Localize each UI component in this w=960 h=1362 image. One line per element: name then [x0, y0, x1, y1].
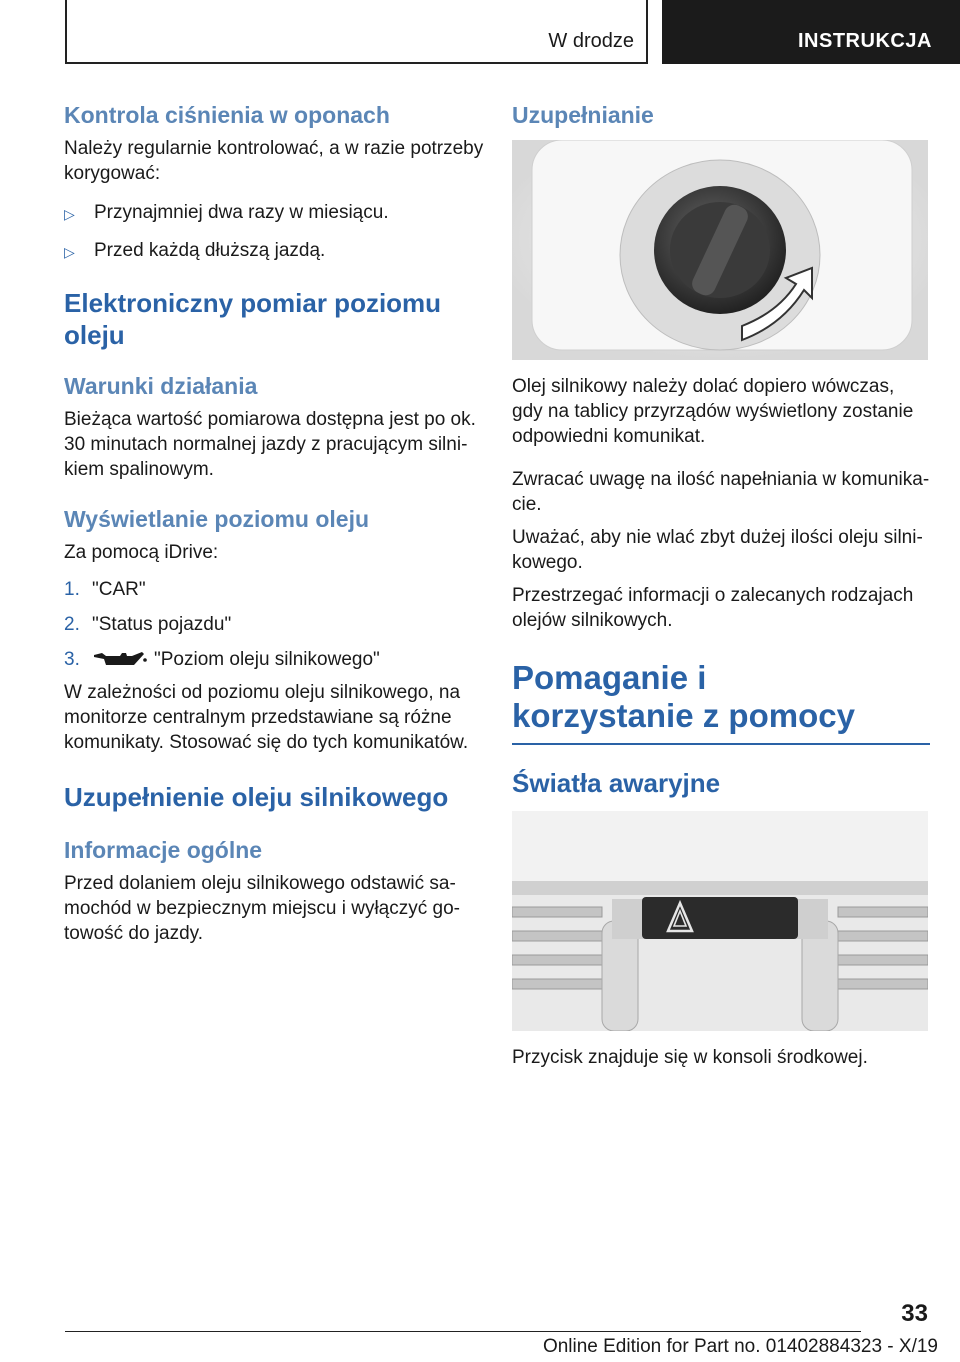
oil-can-icon: [92, 647, 148, 669]
footer-divider: [65, 1331, 861, 1332]
header-section-title: W drodze: [548, 30, 634, 52]
step-text: "Status pojazdu": [92, 614, 232, 635]
tire-pressure-heading: Kontrola ciśnienia w oponach: [64, 102, 390, 128]
hazard-heading: Światła awaryjne: [512, 768, 721, 798]
hazard-button-photo: [512, 811, 928, 1031]
header-chapter-title: INSTRUKCJA: [798, 30, 932, 52]
step-text: "CAR": [92, 579, 146, 600]
conditions-heading: Warunki działania: [64, 373, 258, 399]
display-intro: Za pomocą iDrive:: [64, 542, 219, 563]
list-item: [64, 200, 484, 227]
step-text: "Poziom oleju silnikowego": [154, 649, 380, 670]
header-chapter-tab: [662, 0, 960, 64]
list-item: [64, 577, 484, 602]
topup-heading: Uzupełnianie: [512, 102, 654, 128]
page-number: 33: [901, 1300, 928, 1327]
step-number: 3.: [64, 649, 80, 670]
list-item: [64, 238, 484, 265]
general-info-text: Przed dolaniem oleju silnikowego odstawić samochód w bezpiecznym miejscu i wyłączyć gotowość do jazdy.: [64, 873, 460, 944]
header-section-box: [65, 0, 648, 64]
topup-text-2: Zwracać uwagę na ilość napełniania w komunikacie.: [512, 469, 930, 515]
step-number: 2.: [64, 614, 80, 635]
help-chapter-heading: Pomaganie i korzystanie z pomocy: [512, 659, 855, 734]
list-item: [64, 647, 484, 672]
topup-text-1: Olej silnikowy należy dolać dopiero wówczas, gdy na tablicy przyrządów wyświetlony zostanie odpowiedni komunikat.: [512, 376, 914, 447]
oil-filler-cap-photo: [512, 140, 928, 360]
tire-pressure-text: Należy regularnie kontrolować, a w razie potrzeby korygować:: [64, 138, 484, 184]
topup-text-4: Przestrzegać informacji o zalecanych rodzajach olejów silnikowych.: [512, 585, 914, 631]
refill-heading: Uzupełnienie oleju silnikowego: [64, 782, 449, 812]
conditions-text: Bieżąca wartość pomiarowa dostępna jest po ok. 30 minutach normalnej jazdy z pracującym silnikiem spalinowym.: [64, 409, 476, 480]
triangle-right-icon: ▷: [64, 244, 75, 260]
step-number: 1.: [64, 579, 80, 600]
topup-text-3: Uważać, aby nie wlać zbyt dużej ilości oleju silnikowego.: [512, 527, 923, 573]
display-heading: Wyświetlanie poziomu oleju: [64, 506, 370, 532]
list-item-text: Przynajmniej dwa razy w miesiącu.: [94, 202, 389, 223]
triangle-right-icon: ▷: [64, 206, 75, 222]
footer-edition: Online Edition for Part no. 01402884323 - X/19: [542, 1336, 938, 1357]
hazard-caption: Przycisk znajduje się w konsoli środkowej.: [512, 1047, 868, 1068]
general-info-heading: Informacje ogólne: [64, 837, 263, 863]
oil-measurement-heading: Elektroniczny pomiar poziomu oleju: [64, 288, 442, 350]
chapter-divider: [512, 743, 930, 745]
right-column: [512, 100, 930, 1070]
display-text: W zależności od poziomu oleju silnikowego, na monitorze centralnym przedstawiane są różne komunikaty. Stosować się do tych komunikatów.: [64, 682, 469, 753]
list-item: [64, 612, 484, 637]
list-item-text: Przed każdą dłuższą jazdą.: [94, 240, 326, 261]
left-column: [64, 100, 484, 946]
